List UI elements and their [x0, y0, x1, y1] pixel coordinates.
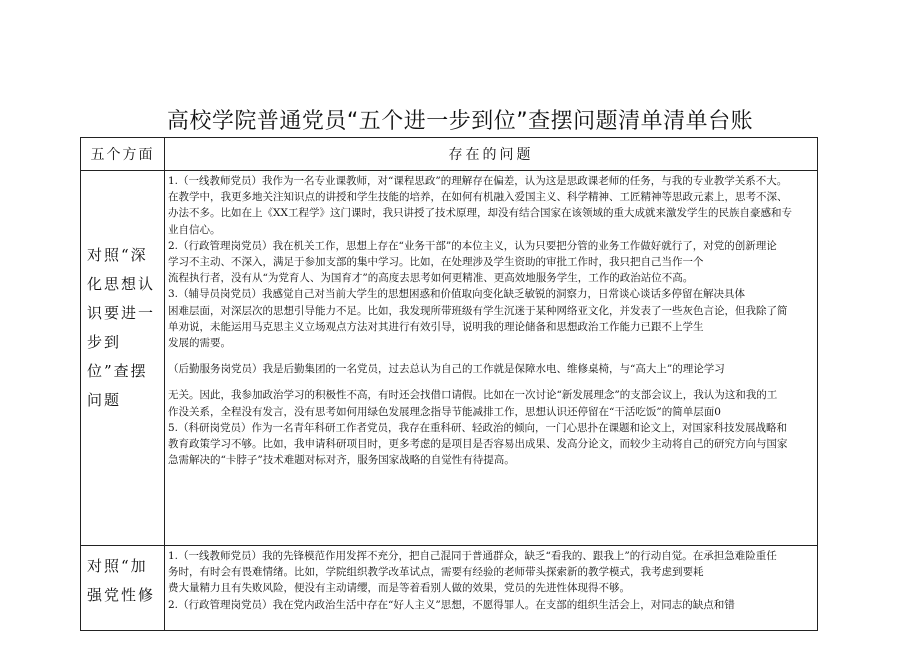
header-aspect: 五个方面	[81, 138, 165, 171]
issue-line: 无关。因此，我参加政治学习的积极性不高，有时还会找借口请假。比如在一次讨论“新发展理念”的支部会议上，我认为这和我的工	[168, 389, 778, 402]
aspect-cell: 对照“深化思想认识要进一步到位”查摆问题	[81, 171, 165, 546]
spacer	[168, 377, 815, 387]
spacer	[168, 351, 815, 361]
issues-cell	[165, 171, 818, 546]
issue-table	[80, 137, 818, 631]
issue-line: 2.（行政管理岗党员）我在党内政治生活中存在“好人主义”思想，不愿得罪人。在支部的组织生活会上，对同志的缺点和错	[168, 598, 735, 611]
table-row	[81, 171, 818, 546]
issue-line: 费大量精力且有失败风险，便没有主动请缨，而是等着看别人做的效果，党员的先进性体现得不够。	[168, 582, 630, 595]
issue-line: 单劝说，未能运用马克思主义立场观点方法对其进行有效引导，说明我的理论储备和思想政治工作能力已跟不上学生	[168, 320, 704, 333]
document-title: 高校学院普通党员“五个进一步到位”查摆问题清单清单台账	[166, 109, 754, 134]
issue-line: 务时，有时会有畏难情绪。比如，学院组织教学改革试点，需要有经验的老师带头探索新的教学模式，我考虑到要耗	[168, 566, 704, 579]
issue-line: 1.（一线教师党员）我作为一名专业课教师，对“课程思政”的理解存在偏差，认为这是思政课老师的任务，与我的专业教学关系不大。	[168, 175, 788, 187]
table-row	[81, 546, 818, 631]
issue-line: 发展的需要。	[168, 337, 231, 350]
issue-line: 1.（一线教师党员）我的先锋模范作用发挥不充分，把自己混同于普通群众，缺乏“看我的、跟我上”的行动自觉。在承担急难险重任	[168, 550, 777, 562]
issue-line: 困难层面，对深层次的思想引导能力不足。比如，我发现所带班级有学生沉迷于某种网络亚文化，并发表了一些灰色言论，但我除了简	[168, 304, 788, 317]
issue-line: 在教学中，我更多地关注知识点的讲授和学生技能的培养，在如何有机融入爱国主义、科学精神、工匠精神等思政元素上，思考不深、	[168, 191, 788, 204]
issue-line: 办法不多。比如在上《XX工程学》这门课时，我只讲授了技术原理，却没有结合国家在该领域的重大成就来激发学生的民族自豪感和专	[168, 207, 792, 220]
issue-line: 教育政策学习不够。比如，我申请科研项目时，更多考虑的是项目是否容易出成果、发高分论文，而较少主动将自己的研究方向与国家	[168, 438, 788, 451]
issue-line: 流程执行者，没有从“为党育人、为国育才”的高度去思考如何更精准、更高效地服务学生，工作的政治站位不高。	[168, 272, 694, 285]
table-header-row	[81, 138, 818, 171]
aspect-cell: 对照“加强党性修	[81, 546, 165, 631]
header-issues: 存在的问题	[165, 138, 818, 171]
issues-cell	[165, 546, 818, 631]
issue-line: 3.（辅导员岗党员）我感觉自己对当前大学生的思想困惑和价值取向变化缺乏敏锐的洞察力，日常谈心谈话多停留在解决具体	[168, 288, 746, 301]
issue-line: 急需解决的“卡脖子”技术难题对标对齐，服务国家战略的自觉性有待提高。	[168, 454, 515, 467]
issue-line: 学习不主动、不深入，满足于参加支部的集中学习。比如，在处理涉及学生资助的审批工作时，我只把自己当作一个	[168, 256, 704, 269]
issue-line: 5.（科研岗党员）作为一名青年科研工作者党员，我存在重科研、轻政治的倾向，一门心思扑在课题和论文上，对国家科技发展战略和	[168, 421, 788, 434]
issue-line: 作没关系，全程没有发言，没有思考如何用绿色发展理念指导节能减排工作，思想认识还停留在“干活吃饭”的简单层面0	[168, 405, 721, 418]
issue-line: 业自信心。	[168, 223, 221, 236]
issue-line: （后勤服务岗党员）我是后勤集团的一名党员，过去总认为自己的工作就是保障水电、维修桌椅，与“高大上”的理论学习	[168, 363, 725, 376]
issue-line: 2.（行政管理岗党员）我在机关工作，思想上存在“业务干部”的本位主义，认为只要把分管的业务工作做好就行了，对党的创新理论	[168, 239, 777, 252]
